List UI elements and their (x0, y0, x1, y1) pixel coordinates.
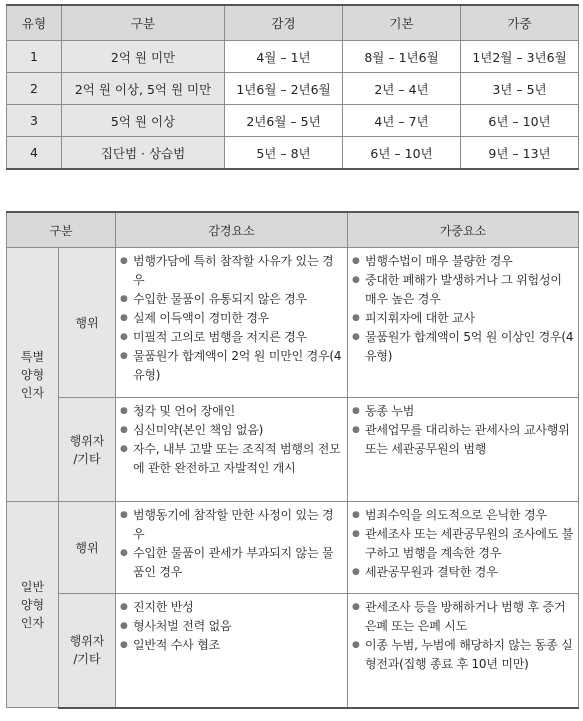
list-item: ● 실제 이득액이 경미한 경우 (120, 309, 343, 328)
list-item: ● 관세조사 등을 방해하거나 범행 후 증거은폐 또는 은폐 시도 (352, 598, 574, 636)
list-item: ● 수입한 물품이 유통되지 않은 경우 (120, 290, 343, 309)
category-cell: 집단범 · 상습범 (62, 137, 225, 170)
subcategory-text: 행위 (75, 540, 99, 555)
table-header-row (7, 5, 579, 41)
sentencing-range-table (6, 4, 579, 170)
aggravating-list (352, 506, 574, 582)
category-cell: 5억 원 이상 (62, 105, 225, 137)
list-item: ● 동종 누범 (352, 402, 574, 421)
subcategory-text: 행위자 /기타 (69, 433, 105, 466)
table-row (7, 248, 579, 398)
mitigating-list-cell (116, 398, 348, 502)
header-category: 구분 (62, 5, 225, 41)
list-item: ● 물품원가 합계액이 5억 원 이상인 경우(4유형) (352, 328, 574, 366)
list-item: ● 수입한 물품이 관세가 부과되지 않는 물품인 경우 (120, 544, 343, 582)
header-aggravated: 가중 (461, 5, 579, 41)
subcategory-label (59, 594, 116, 708)
basic-cell: 6년 – 10년 (343, 137, 461, 170)
aggravated-cell: 6년 – 10년 (461, 105, 579, 137)
subcategory-text: 행위 (75, 315, 99, 330)
header-category: 구분 (7, 212, 116, 248)
mitigating-list (120, 252, 343, 385)
list-item: ● 심신미약(본인 책임 없음) (120, 421, 343, 440)
section-label-special (7, 248, 59, 502)
list-item: ● 청각 및 언어 장애인 (120, 402, 343, 421)
table-row (7, 105, 579, 137)
section-label-text: 특별 양형 인자 (20, 349, 45, 400)
category-cell: 2억 원 이상, 5억 원 미만 (62, 73, 225, 105)
mitigating-list-cell (116, 248, 348, 398)
aggravating-list-cell (348, 594, 579, 708)
mitigated-cell: 2년6월 – 5년 (225, 105, 343, 137)
aggravating-list-cell (348, 502, 579, 594)
type-cell: 2 (7, 73, 62, 105)
list-item: ● 범행가담에 특히 참작할 사유가 있는 경우 (120, 252, 343, 290)
aggravating-list (352, 598, 574, 674)
header-mitigated: 감경 (225, 5, 343, 41)
list-item: ● 관세업무를 대리하는 관세사의 교사행위 또는 세관공무원의 범행 (352, 421, 574, 459)
subcategory-label (59, 398, 116, 502)
aggravating-list-cell (348, 398, 579, 502)
table-row (7, 502, 579, 594)
list-item: ● 일반적 수사 협조 (120, 636, 343, 655)
list-item: ● 형사처벌 전력 없음 (120, 617, 343, 636)
header-basic: 기본 (343, 5, 461, 41)
list-item: ● 진지한 반성 (120, 598, 343, 617)
list-item: ● 범행동기에 참작할 만한 사정이 있는 경우 (120, 506, 343, 544)
list-item: ● 범죄수익을 의도적으로 은닉한 경우 (352, 506, 574, 525)
list-item: ● 이종 누범, 누범에 해당하지 않는 동종 실형전과(집행 종료 후 10년 미만) (352, 636, 574, 674)
mitigated-cell: 4월 – 1년 (225, 41, 343, 73)
aggravated-cell: 9년 – 13년 (461, 137, 579, 170)
list-item: ● 중대한 폐해가 발생하거나 그 위험성이 매우 높은 경우 (352, 271, 574, 309)
sentencing-factors-table (6, 211, 579, 709)
list-item: ● 미필적 고의로 범행을 저지른 경우 (120, 328, 343, 347)
list-item: ● 피지휘자에 대한 교사 (352, 309, 574, 328)
mitigated-cell: 5년 – 8년 (225, 137, 343, 170)
type-cell: 4 (7, 137, 62, 170)
basic-cell: 8월 – 1년6월 (343, 41, 461, 73)
type-cell: 3 (7, 105, 62, 137)
list-item: ● 관세조사 또는 세관공무원의 조사에도 불구하고 범행을 계속한 경우 (352, 525, 574, 563)
basic-cell: 4년 – 7년 (343, 105, 461, 137)
aggravating-list-cell (348, 248, 579, 398)
list-item: ● 범행수법이 매우 불량한 경우 (352, 252, 574, 271)
subcategory-label (59, 248, 116, 398)
table-row (7, 41, 579, 73)
table-row (7, 137, 579, 170)
mitigating-list (120, 506, 343, 582)
aggravating-list (352, 252, 574, 366)
mitigating-list (120, 598, 343, 655)
subcategory-text: 행위자 /기타 (69, 634, 105, 667)
table-row (7, 398, 579, 502)
aggravating-list (352, 402, 574, 459)
header-aggravating-factors: 가중요소 (348, 212, 579, 248)
list-item: ● 세관공무원과 결탁한 경우 (352, 563, 574, 582)
header-mitigating-factors: 감경요소 (116, 212, 348, 248)
mitigated-cell: 1년6월 – 2년6월 (225, 73, 343, 105)
section-label-text: 일반 양형 인자 (20, 579, 45, 630)
table-header-row (7, 212, 579, 248)
type-cell: 1 (7, 41, 62, 73)
category-cell: 2억 원 미만 (62, 41, 225, 73)
mitigating-list-cell (116, 594, 348, 708)
section-label-general (7, 502, 59, 708)
subcategory-label (59, 502, 116, 594)
aggravated-cell: 1년2월 – 3년6월 (461, 41, 579, 73)
aggravated-cell: 3년 – 5년 (461, 73, 579, 105)
mitigating-list (120, 402, 343, 478)
table-row (7, 594, 579, 708)
list-item: ● 물품원가 합계액이 2억 원 미만인 경우(4유형) (120, 347, 343, 385)
list-item: ● 자수, 내부 고발 또는 조직적 범행의 전모에 관한 완전하고 자발적인 개시 (120, 440, 343, 478)
header-type: 유형 (7, 5, 62, 41)
table-row (7, 73, 579, 105)
basic-cell: 2년 – 4년 (343, 73, 461, 105)
mitigating-list-cell (116, 502, 348, 594)
